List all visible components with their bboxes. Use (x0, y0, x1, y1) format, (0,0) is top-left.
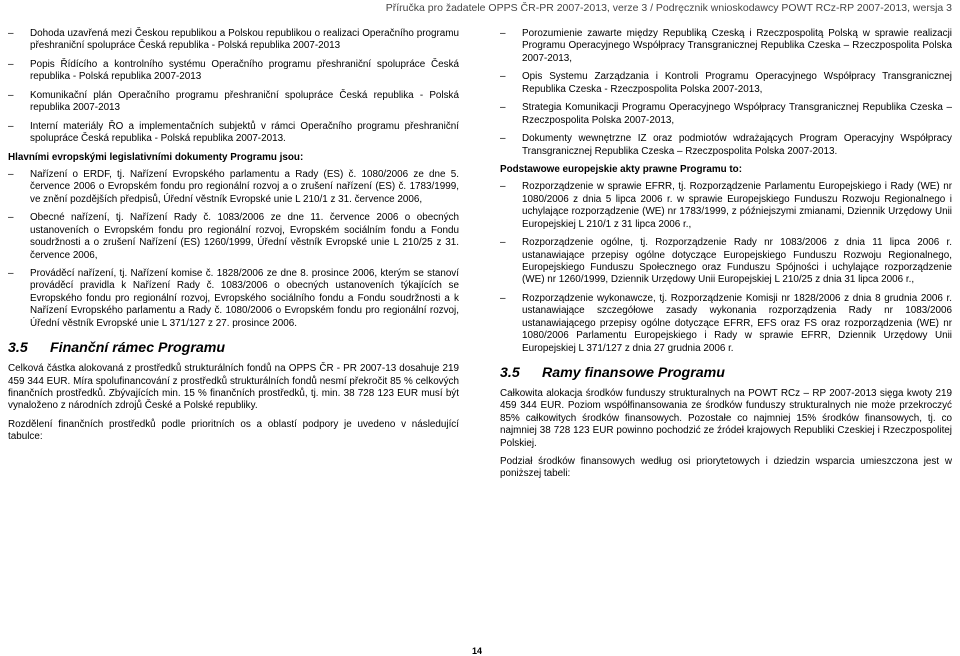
list-item: – Nařízení o ERDF, tj. Nařízení Evropského parlamentu a Rady (ES) č. 1080/2006 ze dne 5. července 2006 o Evropském fondu pro regionální rozvoj a o zrušení nařízení (ES) č. 1783/1999, ve znění pozdějších předpisů, Úřední věstník Evropské unie L 210/1 z 31. července 2006, (8, 169, 459, 205)
list-item: – Prováděcí nařízení, tj. Nařízení komise č. 1828/2006 ze dne 8. prosince 2006, kterým se stanoví prováděcí pravidla k Nařízení Rady č. 1083/2006 o obecných ustanoveních týkajících se Evropského fondu pro regionální rozvoj, Evropského sociálního fondu a Fondu soudržnosti a k Nařízení Evropského parlamentu a Rady č. 1080/2006 o Evropském fondu pro regionální rozvoj, Úřední věstník Evropské unie L 371/127 z 27. prosince 2006. (8, 268, 459, 329)
list-item: – Komunikační plán Operačního programu přeshraniční spolupráce Česká republika - Polská republika 2007-2013 (8, 89, 459, 114)
bullet-dash: – (500, 292, 506, 304)
right-column-polish (500, 28, 952, 487)
bullet-dash: – (500, 133, 506, 145)
section-number: 3.5 (8, 340, 28, 357)
bullet-dash: – (500, 71, 506, 83)
bullet-dash: – (8, 28, 14, 39)
legislation-caption: Hlavními evropskými legislativními dokumenty Programu jsou: (8, 151, 304, 163)
page-number: 14 (472, 646, 483, 656)
running-header: Příručka pro žadatele OPPS ČR-PR 2007-2013, verze 3 / Podręcznik wnioskodawcy POWT RCz-RP 2007-2013, wersja 3 (385, 2, 952, 14)
section-title: Ramy finansowe Programu (542, 364, 725, 381)
list-item: – Interní materiály ŘO a implementačních subjektů v rámci Operačního programu přeshraniční spolupráce Česká republika - Polská republika 2007-2013. (8, 120, 459, 145)
paragraph: Rozdělení finančních prostředků podle prioritních os a oblastí podpory je uvedeno v následující tabulce: (8, 418, 459, 443)
bullet-dash: – (8, 268, 14, 280)
section-heading (500, 365, 952, 382)
list-item: – Strategia Komunikacji Programu Operacyjnego Współpracy Transgranicznej Republika Czeska – Rzeczpospolita Polska 2007-2013, (500, 102, 952, 126)
bullet-dash: – (500, 28, 506, 39)
list-item: – Popis Řídícího a kontrolního systému Operačního programu přeshraniční spolupráce Česká republika - Polská republika 2007-2013 (8, 58, 459, 83)
section-number: 3.5 (500, 364, 520, 381)
list-item: – Obecné nařízení, tj. Nařízení Rady č. 1083/2006 ze dne 11. července 2006 o obecných ustanoveních o Evropském fondu pro regionální rozvoj, Evropském sociálním fondu a Fondu soudržnosti a o zrušení Nařízení (ES) 1260/1999, Úřední věstník Evropské unie L 210/25 z 31. července 2006, (8, 212, 459, 261)
paragraph: Całkowita alokacja środków funduszy strukturalnych na POWT RCz – RP 2007-2013 sięga kwoty 219 459 344 EUR. Poziom współfinansowania ze środków funduszy strukturalnych nie może przekroczyć 85% całkowitych środków finansowych. Pozostałe co najmniej 15% środków finansowych, tj. co najmniej 38 728 123 EUR powinno pochodzić ze źródeł krajowych Republiki Czeskiej i Rzeczpospolitej Polskiej. (500, 387, 952, 449)
bullet-dash: – (500, 181, 506, 193)
bullet-dash: – (500, 237, 506, 249)
bullet-dash: – (8, 212, 14, 224)
paragraph: Celková částka alokovaná z prostředků strukturálních fondů na OPPS ČR - PR 2007-13 dosahuje 219 459 344 EUR. Míra spolufinancování z prostředků strukturálních fondů nesmí překročit 85 % celkových finančních prostředků. Zbývajících min. 15 % finančních prostředků, tj. min. 38 728 123 EUR musí být vynaloženo z národních zdrojů České a Polské republiky. (8, 363, 459, 412)
list-item: – Rozporządzenie ogólne, tj. Rozporządzenie Rady nr 1083/2006 z dnia 11 lipca 2006 r. ustanawiające przepisy ogólne dotyczące Europejskiego Funduszu Rozwoju Regionalnego, Europejskiego Funduszu Społecznego oraz Funduszu Spójności i uchylające rozporządzenie (WE) nr 1260/1999, Dziennik Urzędowy Unii Europejskiej L 210/25 z dnia 31 lipca 2006 r., (500, 237, 952, 286)
bullet-dash: – (8, 89, 14, 101)
bullet-dash: – (8, 120, 14, 132)
list-item: – Porozumienie zawarte między Republiką Czeską i Rzeczpospolitą Polską w sprawie realizacji Programu Operacyjnego Współpracy Transgranicznej Republika Czeska – Rzeczpospolita Polska 2007-2013, (500, 28, 952, 64)
paragraph: Podział środków finansowych według osi priorytetowych i dziedzin wsparcia umieszczona jest w poniższej tabeli: (500, 455, 952, 480)
list-item: – Dohoda uzavřená mezi Českou republikou a Polskou republikou o realizaci Operačního programu přeshraniční spolupráce Česká republika - Polská republika 2007-2013 (8, 28, 459, 52)
list-item: – Opis Systemu Zarządzania i Kontroli Programu Operacyjnego Współpracy Transgranicznej Republika Czeska - Rzeczpospolita Polska 2007-2013, (500, 71, 952, 95)
left-column-czech (8, 28, 459, 450)
bullet-dash: – (8, 169, 14, 181)
list-item: – Dokumenty wewnętrzne IZ oraz podmiotów wdrażających Program Operacyjny Współpracy Transgranicznej Republika Czeska – Rzeczpospolita Polska 2007-2013. (500, 133, 952, 157)
list-item: – Rozporządzenie wykonawcze, tj. Rozporządzenie Komisji nr 1828/2006 z dnia 8 grudnia 2006 r. ustanawiające szczegółowe zasady wykonania rozporządzenia Rady nr 1083/2006 ustanawiającego przepisy ogólne dotyczące EFRR, EFS oraz FS oraz rozporządzenia (WE) nr 1080/2006 Parlamentu Europejskiego i Rady w sprawie EFRR, Dziennik Urzędowy Unii Europejskiej L 371/127 z dnia 27 grudnia 2006 r. (500, 292, 952, 354)
bullet-dash: – (500, 102, 506, 114)
legislation-caption: Podstawowe europejskie akty prawne Programu to: (500, 164, 743, 176)
bullet-dash: – (8, 58, 14, 70)
list-item: – Rozporządzenie w sprawie EFRR, tj. Rozporządzenie Parlamentu Europejskiego i Rady (WE) nr 1080/2006 z dnia 5 lipca 2006 r. w sprawie Europejskiego Funduszu Rozwoju Regionalnego i uchylające rozporządzenie (WE) nr 1783/1999, z późniejszymi zmianami, Dziennik Urzędowy Unii Europejskiej L 210/1 z 31 lipca 2006 r., (500, 181, 952, 230)
section-heading (8, 340, 459, 357)
section-title: Finanční rámec Programu (50, 340, 226, 357)
